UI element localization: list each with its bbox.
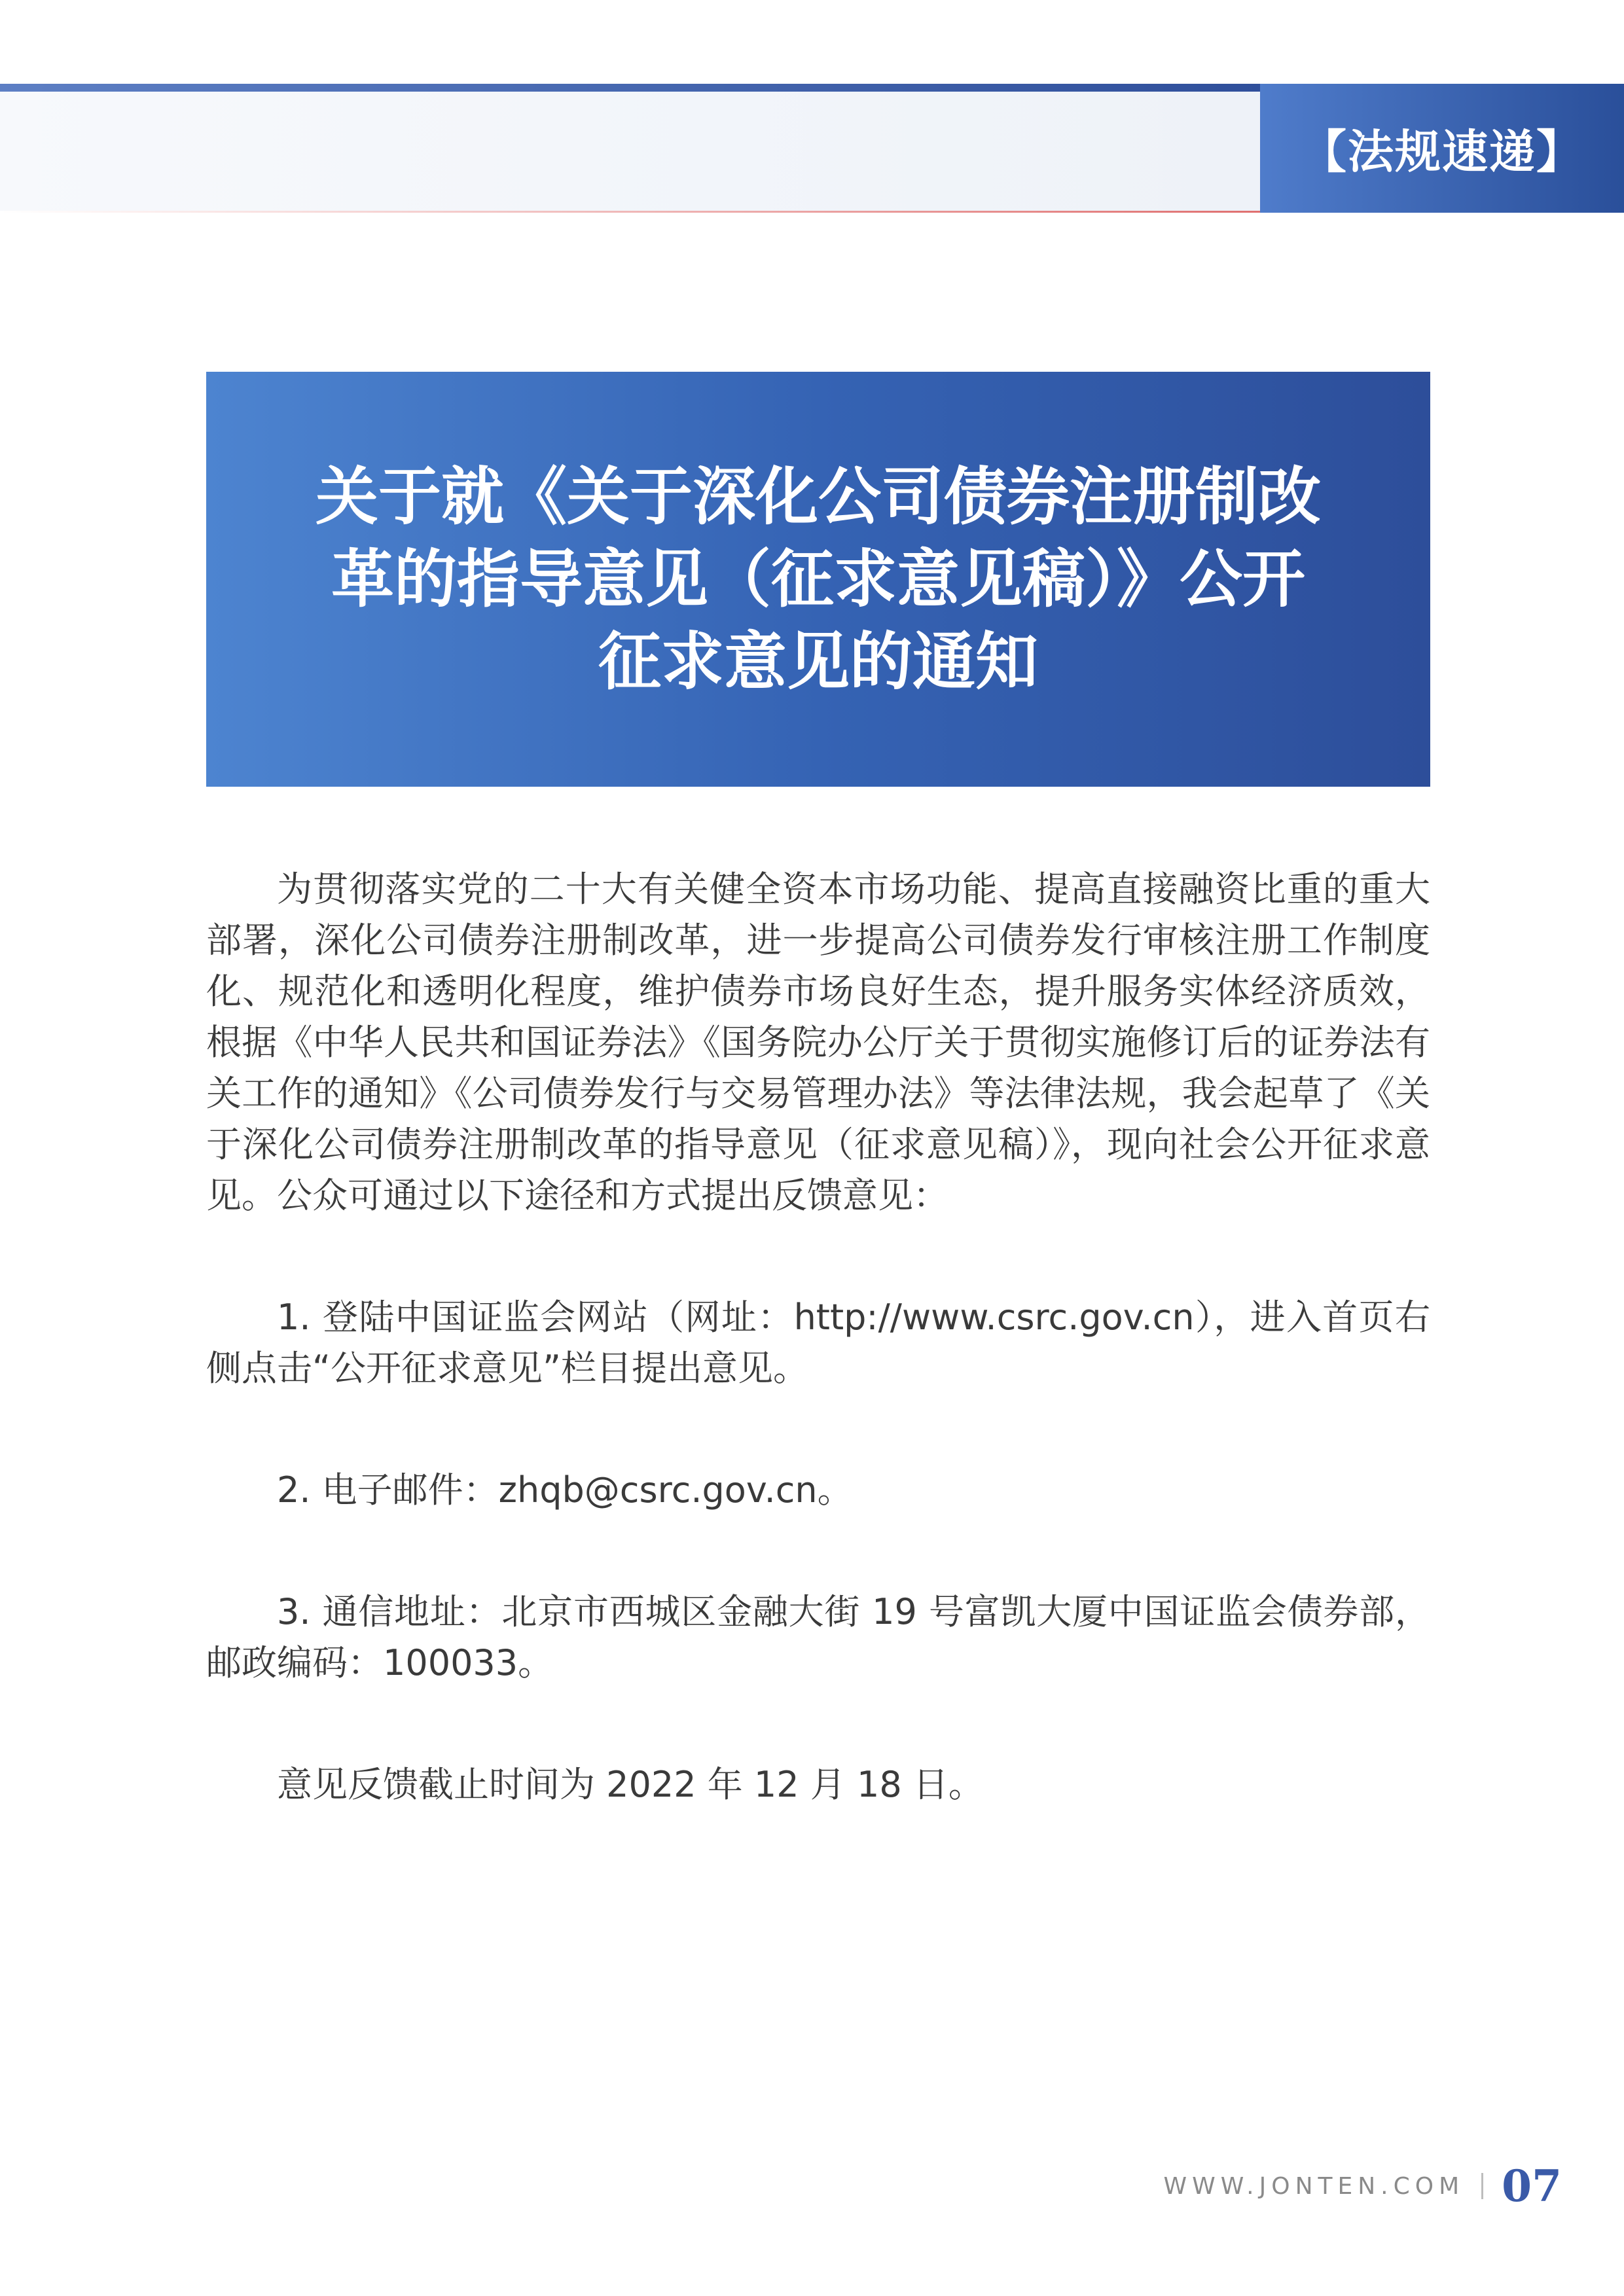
section-tag: 【法规速递】 [1260, 84, 1624, 213]
header-top-strip [0, 84, 1260, 92]
footer-site-url: WWW.JONTEN.COM [1163, 2172, 1465, 2200]
article-body [206, 864, 1430, 1810]
list-item-website: 1. 登陆中国证监会网站（网址：http://www.csrc.gov.cn），进入首页右侧点击“公开征求意见”栏目提出意见。 [206, 1297, 1430, 1389]
list-item-email: 2. 电子邮件：zhqb@csrc.gov.cn。 [277, 1469, 853, 1511]
list-item-address: 3. 通信地址：北京市西城区金融大街 19 号富凯大厦中国证监会债券部，邮政编码：100033。 [206, 1591, 1430, 1683]
title-line-1: 关于就《关于深化公司债券注册制改 [316, 460, 1321, 533]
title-banner [206, 372, 1430, 787]
footer-divider [1481, 2173, 1483, 2199]
title-line-2: 革的指导意见（征求意见稿）》公开 [331, 543, 1305, 616]
header-band [0, 92, 1260, 213]
header-underline [0, 211, 1260, 213]
intro-paragraph: 为贯彻落实党的二十大有关健全资本市场功能、提高直接融资比重的重大部署，深化公司债券注册制改革，进一步提高公司债券发行审核注册工作制度化、规范化和透明化程度，维护债券市场良好生态，提升服务实体经济质效，根据《中华人民共和国证券法》《国务院办公厅关于贯彻实施修订后的证券法有关工作的通知》《公司债券发行与交易管理办法》等法律法规，我会起草了《关于深化公司债券注册制改革的指导意见（征求意见稿）》，现向社会公开征求意见。公众可通过以下途径和方式提出反馈意见： [206, 869, 1430, 1216]
page-title [316, 456, 1321, 703]
page-number: 07 [1502, 2161, 1562, 2212]
deadline-paragraph: 意见反馈截止时间为 2022 年 12 月 18 日。 [277, 1764, 984, 1805]
title-line-3: 征求意见的通知 [598, 625, 1038, 698]
footer [1164, 2153, 1562, 2219]
